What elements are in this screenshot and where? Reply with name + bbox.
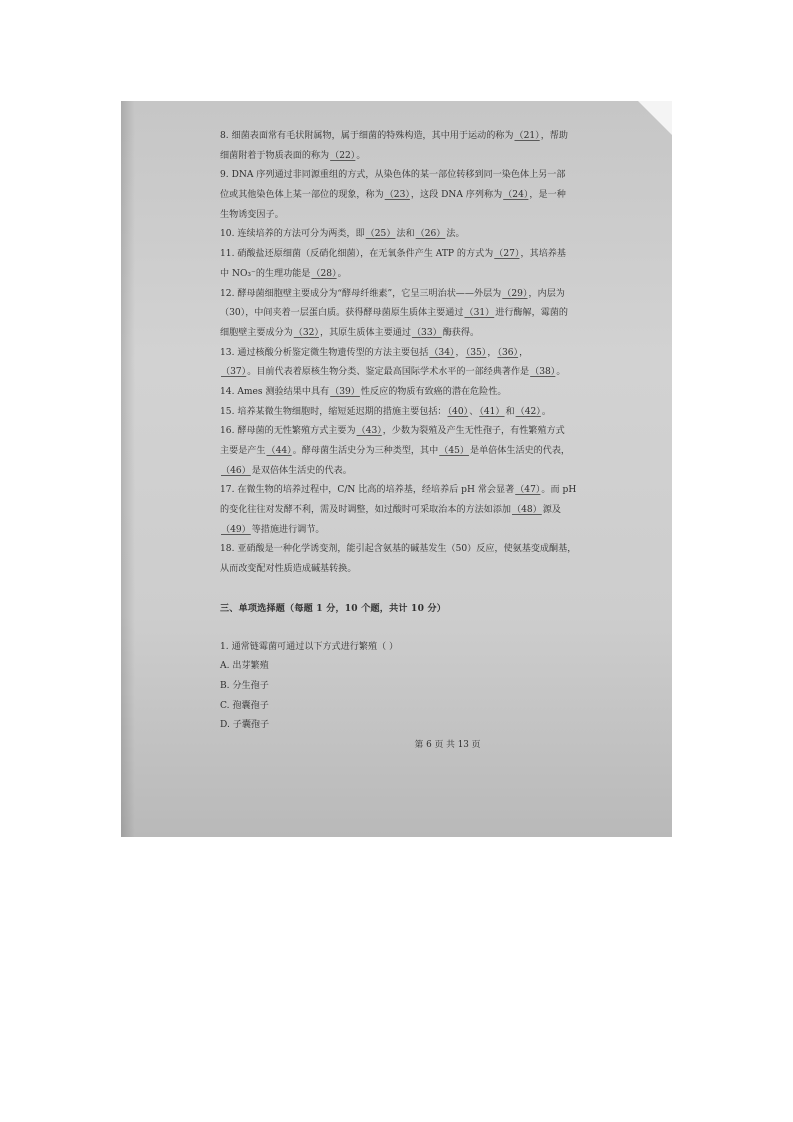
exam-page xyxy=(220,127,672,756)
blank-36: （36） xyxy=(497,347,519,358)
mc1-option-b: B. 分生孢子 xyxy=(220,680,269,691)
page-footer: 第 6 页 共 13 页 xyxy=(414,739,481,750)
q13-line-2: （37）。目前代表着原核生物分类、鉴定最高国际学术水平的一部经典著作是（38）。 xyxy=(221,367,566,378)
q12-line-1: 12. 酵母菌细胞壁主要成分为“酵母纤维素”，它呈三明治状——外层为（29），内层为 xyxy=(220,288,565,299)
blank-27: （27） xyxy=(494,249,520,260)
question-gap xyxy=(220,619,672,638)
edge-shadow xyxy=(121,101,135,837)
q12-line-3: 细胞壁主要成分为（32），其原生质体主要通过（33）酶获得。 xyxy=(220,327,480,338)
q8-line-2: 细菌附着于物质表面的称为（22）。 xyxy=(220,150,366,161)
blank-40: （40） xyxy=(447,406,469,417)
section-heading: 三、单项选择题（每题 1 分，10 个题，共计 10 分） xyxy=(220,602,447,614)
q17-line-2: 的变化往往对发酵不利，需及时调整，如过酸时可采取治本的方法如添加（48）源及 xyxy=(220,505,561,516)
blank-49: （49） xyxy=(221,524,251,535)
q14-line: 14. Ames 测验结果中具有（39）性反应的物质有致癌的潜在危险性。 xyxy=(220,386,507,397)
blank-37: （37） xyxy=(221,367,247,378)
scanned-photo xyxy=(121,101,672,837)
blank-32: （32） xyxy=(293,327,319,338)
q10-line: 10. 连续培养的方法可分为两类，即（25）法和（26）法。 xyxy=(220,229,465,240)
q16-line-3: （46）是双倍体生活史的代表。 xyxy=(221,465,352,476)
q9-line-2: 位或其他染色体上某一部位的现象，称为（23），这段 DNA 序列称为（24），是一种 xyxy=(220,190,566,201)
blank-21: （21） xyxy=(514,131,540,141)
q11-line-1: 11. 硝酸盐还原细菌（反硝化细菌），在无氧条件产生 ATP 的方式为（27），其培养基 xyxy=(220,249,566,260)
q16-line-2: 主要是产生（44）。酵母菌生活史分为三种类型，其中（45）是单倍体生活史的代表， xyxy=(220,446,571,456)
blank-33: （33） xyxy=(411,327,442,338)
q15-line: 15. 培养某微生物细胞时，缩短延迟期的措施主要包括：（40）、（41）和（42）。 xyxy=(220,406,551,417)
q18-line-1: 18. 亚硝酸是一种化学诱变剂，能引起含氨基的碱基发生（50）反应，使氨基变成酮基， xyxy=(220,544,577,555)
blank-38: （38） xyxy=(530,367,556,378)
q11-line-2: 中 NO₃⁻的生理功能是（28）。 xyxy=(220,268,347,279)
q17-line-1: 17. 在微生物的培养过程中，C/N 比高的培养基，经培养后 pH 常会显著（47）。而 pH xyxy=(220,485,577,496)
blank-26: （26） xyxy=(415,229,446,240)
blank-23: （23） xyxy=(384,190,410,201)
mc1-option-c: C. 孢囊孢子 xyxy=(220,700,269,711)
blank-43: （43） xyxy=(356,426,382,437)
q9-line-3: 生物诱变因子。 xyxy=(220,209,284,220)
blank-28: （28） xyxy=(311,268,337,279)
q9-line-1: 9. DNA 序列通过非同源重组的方式，从染色体的某一部位转移到同一染色体上另一部 xyxy=(220,170,566,181)
blank-35: （35） xyxy=(465,347,487,358)
blank-22: （22） xyxy=(330,150,356,161)
mc1-option-a: A. 出芽繁殖 xyxy=(220,661,269,672)
q13-line-1: 13. 通过核酸分析鉴定微生物遗传型的方法主要包括（34），（35），（36）， xyxy=(220,347,529,358)
blank-41: （41） xyxy=(479,406,505,417)
blank-42: （42） xyxy=(515,406,541,417)
q12-line-2: （30），中间夹着一层蛋白质。获得酵母菌原生质体主要通过（31）进行酶解，霉菌的 xyxy=(220,308,568,319)
blank-34: （34） xyxy=(429,347,455,358)
mc1-question: 1. 通常链霉菌可通过以下方式进行繁殖（ ） xyxy=(220,641,399,652)
q8-line-1: 8. 细菌表面常有毛状附属物，属于细菌的特殊构造，其中用于运动的称为（21），帮助 xyxy=(220,131,568,141)
blank-29: （29） xyxy=(502,288,528,299)
blank-46: （46） xyxy=(221,465,251,476)
blank-25: （25） xyxy=(365,229,396,240)
blank-31: （31） xyxy=(464,308,495,319)
blank-24: （24） xyxy=(503,190,529,201)
q18-line-2: 从而改变配对性质造成碱基转换。 xyxy=(220,564,357,575)
blank-48: （48） xyxy=(512,505,542,516)
q17-line-3: （49）等措施进行调节。 xyxy=(221,524,325,535)
q16-line-1: 16. 酵母菌的无性繁殖方式主要为（43），少数为裂殖及产生无性孢子，有性繁殖方式 xyxy=(220,426,565,437)
blank-47: （47） xyxy=(515,485,541,496)
section-gap xyxy=(220,580,672,599)
blank-45: （45） xyxy=(439,446,469,456)
blank-44: （44） xyxy=(266,446,292,456)
mc1-option-d: D. 子囊孢子 xyxy=(220,720,270,731)
blank-39: （39） xyxy=(330,386,360,397)
